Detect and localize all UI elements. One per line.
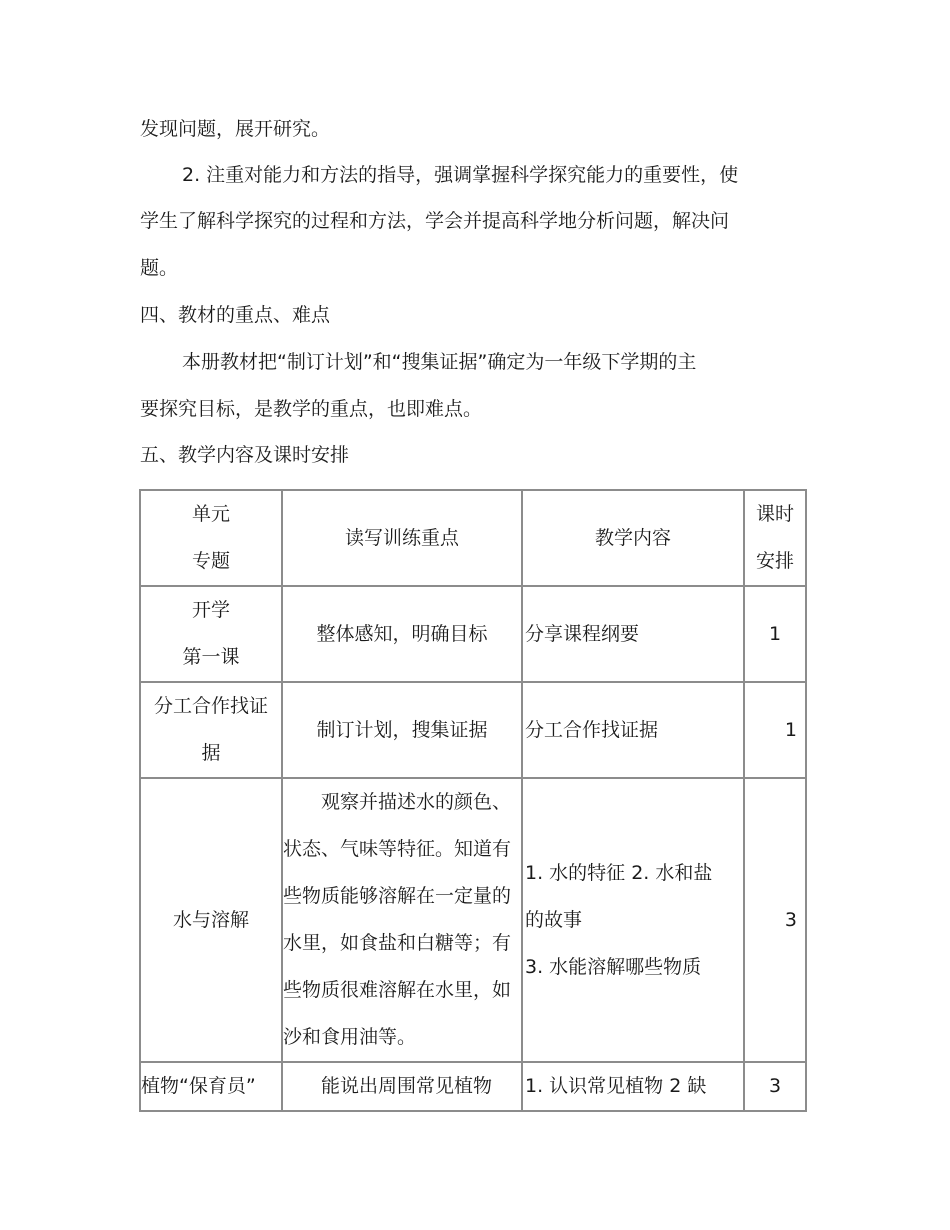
header-unit: 单元 专题 (140, 490, 282, 586)
paragraph-text: 本册教材把“制订计划”和“搜集证据”确定为一年级下学期的主 (182, 351, 697, 373)
cell-unit: 分工合作找证 据 (140, 682, 282, 778)
cell-focus: 整体感知，明确目标 (282, 586, 522, 682)
header-hours: 课时 安排 (744, 490, 806, 586)
table-row (140, 586, 806, 682)
section-heading: 四、教材的重点、难点 (140, 304, 331, 326)
header-content: 教学内容 (522, 490, 744, 586)
cell-focus: 观察并描述水的颜色、状态、气味等特征。知道有些物质能够溶解在一定量的水里，如食盐和白糖等；有些物质很难溶解在水里，如沙和食用油等。 (282, 778, 522, 1062)
cell-focus: 制订计划，搜集证据 (282, 682, 522, 778)
table-row (140, 778, 806, 1062)
header-focus: 读写训练重点 (282, 490, 522, 586)
cell-hours: 1 (744, 682, 806, 778)
cell-unit: 水与溶解 (140, 778, 282, 1062)
cell-hours: 3 (744, 778, 806, 1062)
section-heading: 五、教学内容及课时安排 (140, 444, 350, 466)
cell-focus: 能说出周围常见植物 (282, 1062, 522, 1111)
paragraph-text: 题。 (140, 257, 179, 279)
paragraph-text: 要探究目标，是教学的重点，也即难点。 (140, 398, 483, 420)
cell-hours: 1 (744, 586, 806, 682)
table-header-row (140, 490, 806, 586)
table-row (140, 1062, 806, 1111)
table-row (140, 682, 806, 778)
cell-content: 分工合作找证据 (522, 682, 744, 778)
cell-content: 分享课程纲要 (522, 586, 744, 682)
cell-unit: 开学 第一课 (140, 586, 282, 682)
schedule-table (139, 489, 807, 1112)
cell-hours: 3 (744, 1062, 806, 1111)
cell-content: 1. 认识常见植物 2 缺 (522, 1062, 744, 1111)
paragraph-text: 学生了解科学探究的过程和方法，学会并提高科学地分析问题，解决问 (140, 210, 730, 232)
cell-unit: 植物“保育员” (140, 1062, 282, 1111)
paragraph-text: 发现问题，展开研究。 (140, 118, 331, 140)
paragraph-text: 2. 注重对能力和方法的指导，强调掌握科学探究能力的重要性，使 (182, 164, 739, 186)
cell-content: 1. 水的特征 2. 水和盐 的故事 3. 水能溶解哪些物质 (522, 778, 744, 1062)
